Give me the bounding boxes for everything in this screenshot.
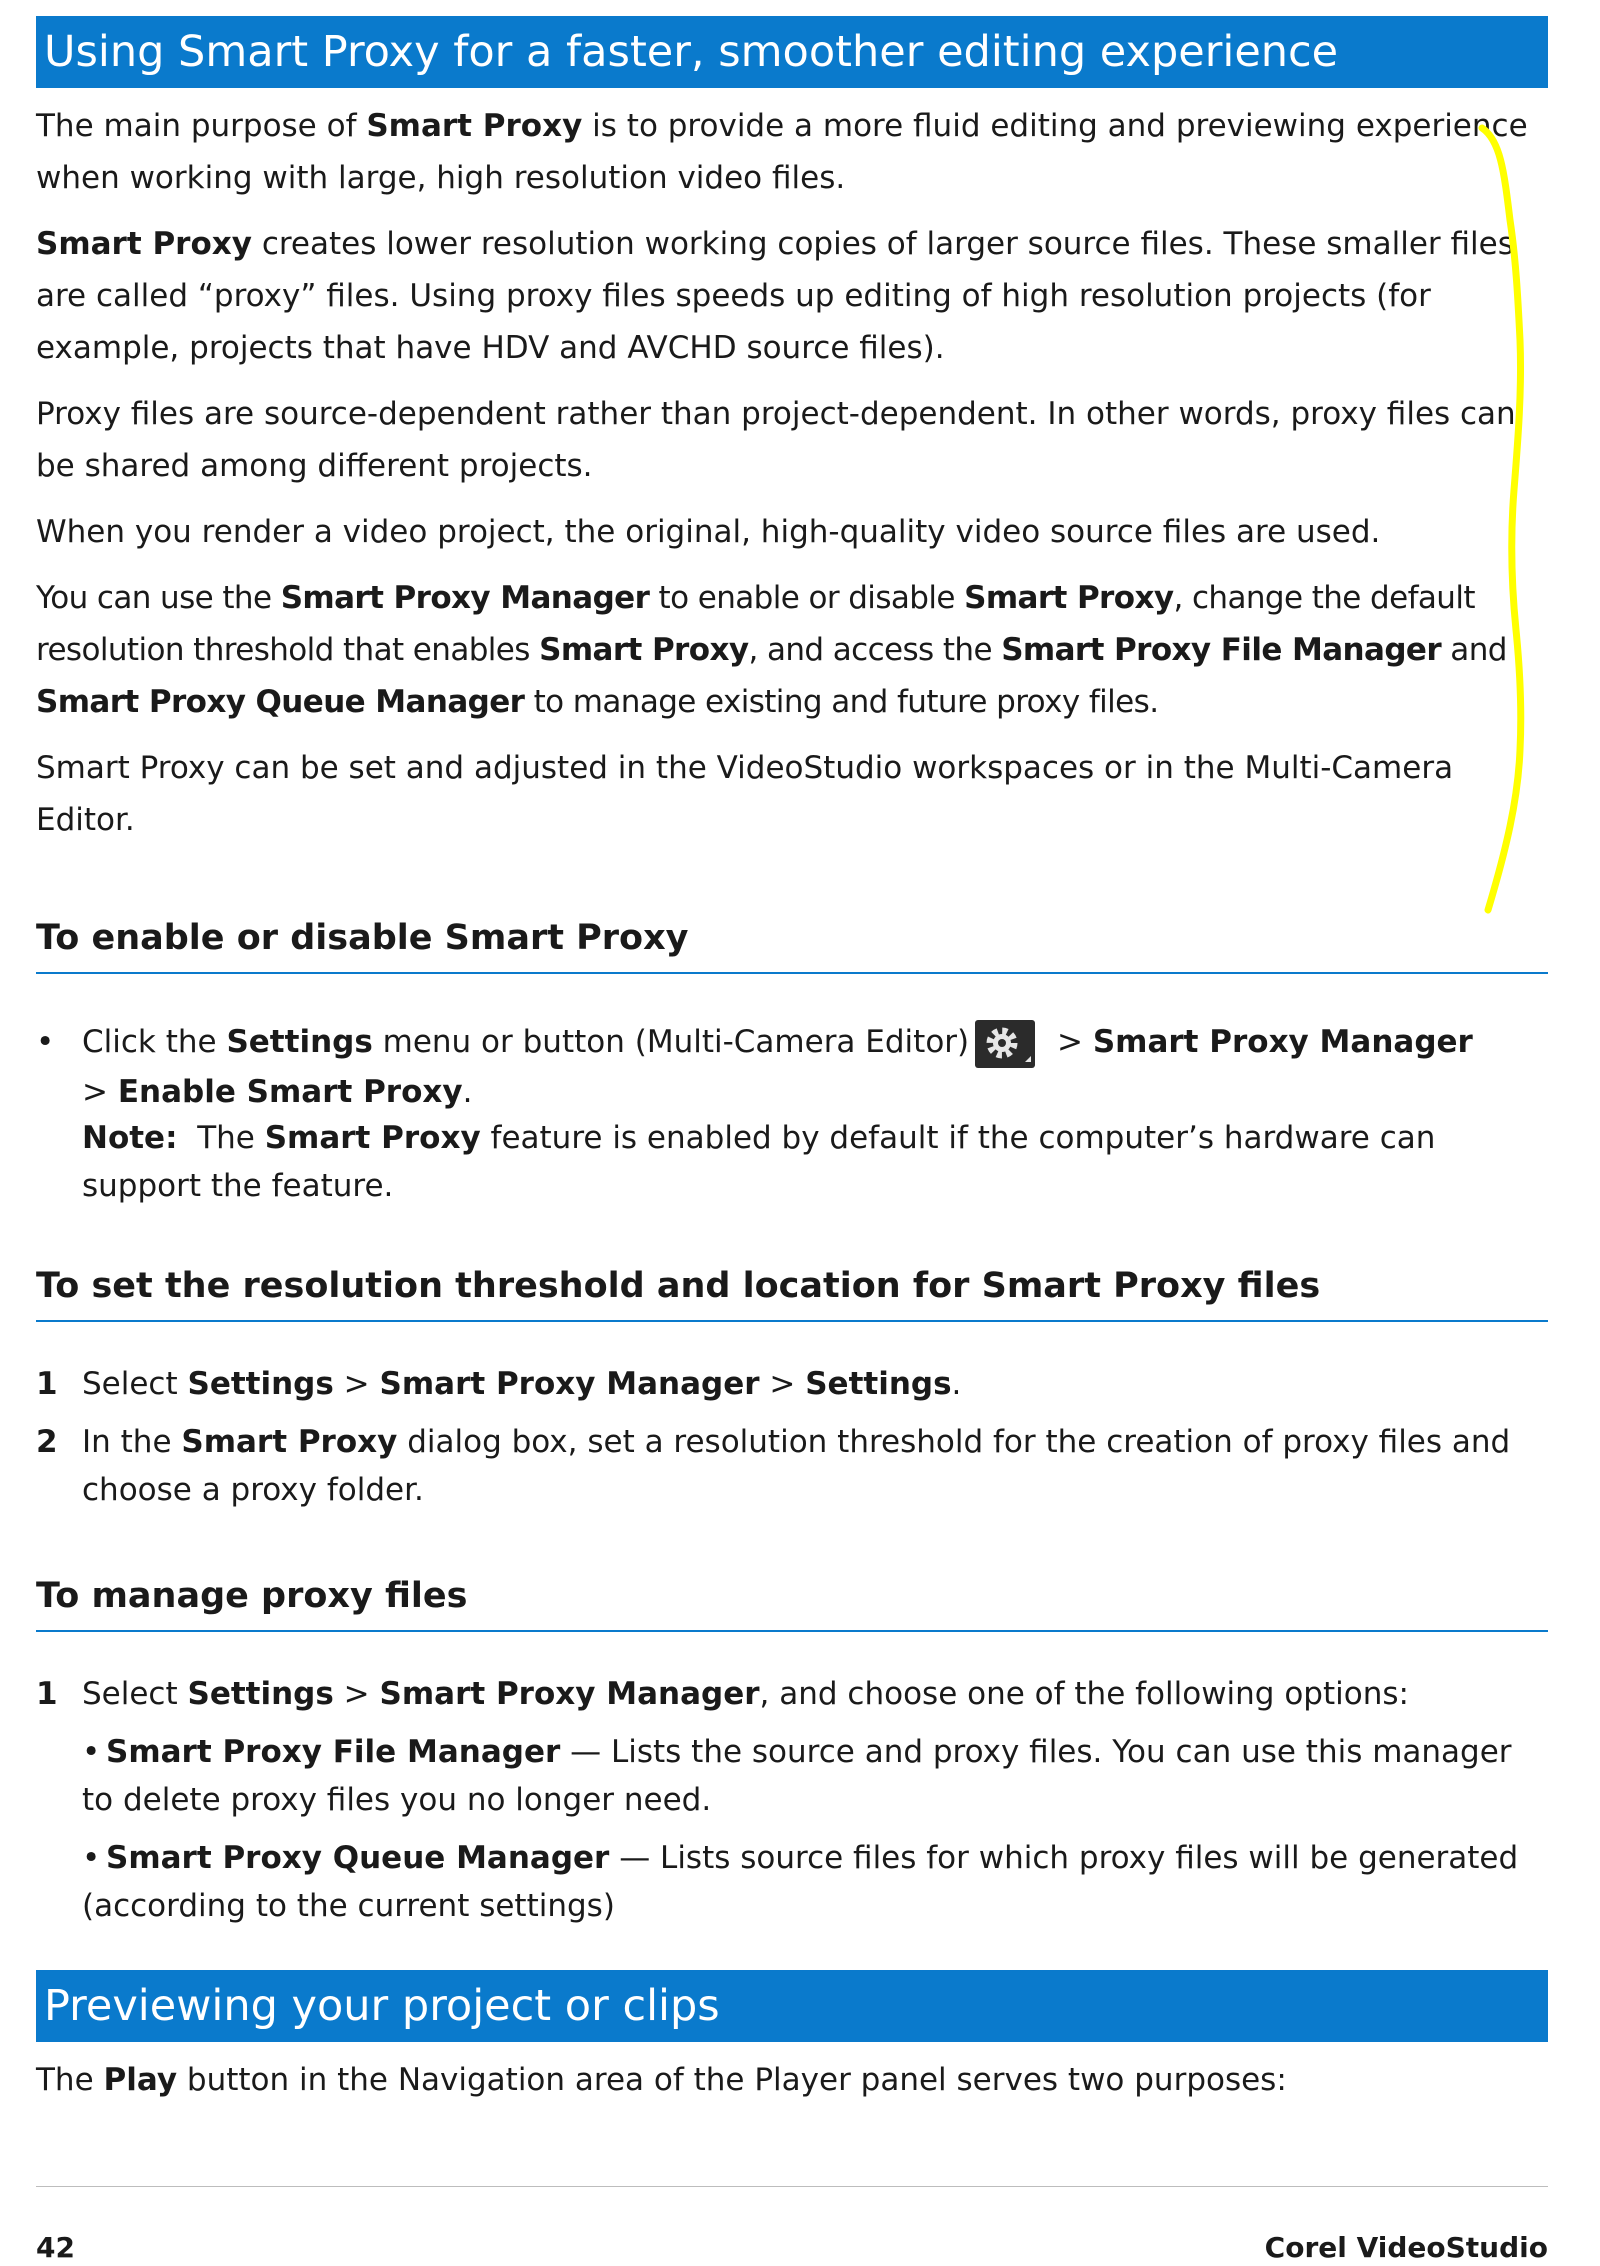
- heading-enable-disable: To enable or disable Smart Proxy: [36, 918, 689, 958]
- threshold-step-1: Select Settings > Smart Proxy Manager > Settings.: [82, 1366, 962, 1402]
- option-queue-manager: • Smart Proxy Queue Manager — Lists source files for which proxy files will be generated (according to the current settings): [82, 1840, 1519, 1924]
- option-file-manager: • Smart Proxy File Manager — Lists the source and proxy files. You can use this manager to delete proxy files you no longer need.: [82, 1734, 1512, 1818]
- workspaces-paragraph: Smart Proxy can be set and adjusted in the VideoStudio workspaces or in the Multi-Camera Editor.: [36, 750, 1454, 838]
- section-title-previewing: Previewing your project or clips: [36, 1970, 1548, 2042]
- bullet-marker: •: [36, 1024, 55, 1060]
- settings-gear-icon: [975, 1020, 1035, 1068]
- play-button-paragraph: The Play button in the Navigation area of the Player panel serves two purposes:: [36, 2062, 1287, 2098]
- threshold-step-2: In the Smart Proxy dialog box, set a resolution threshold for the creation of proxy files and choose a proxy folder.: [82, 1424, 1511, 1508]
- heading-underline: [36, 1630, 1548, 1632]
- proxy-description-paragraph: Smart Proxy creates lower resolution working copies of larger source files. These smaller files are called “proxy” files. Using proxy files speeds up editing of high resolution projects (for example, projects that have HDV and AVCHD source files).: [36, 226, 1514, 366]
- step-number: 1: [36, 1366, 58, 1402]
- highlight-bracket-markup: [1460, 110, 1550, 950]
- render-paragraph: When you render a video project, the original, high-quality video source files are used.: [36, 514, 1381, 550]
- heading-resolution-threshold: To set the resolution threshold and location for Smart Proxy files: [36, 1266, 1321, 1306]
- page-number: 42: [36, 2231, 75, 2264]
- heading-underline: [36, 972, 1548, 974]
- step-number: 1: [36, 1676, 58, 1712]
- footer-product-name: Corel VideoStudio: [1264, 2231, 1548, 2264]
- source-dependent-paragraph: Proxy files are source-dependent rather than project-dependent. In other words, proxy files can be shared among different projects.: [36, 396, 1516, 484]
- footer-divider: [36, 2186, 1548, 2187]
- section-title-smart-proxy: Using Smart Proxy for a faster, smoother editing experience: [36, 16, 1548, 88]
- manage-step-1: Select Settings > Smart Proxy Manager, and choose one of the following options:: [82, 1676, 1409, 1712]
- heading-manage-proxy-files: To manage proxy files: [36, 1576, 468, 1616]
- enable-step: Click the Settings menu or button (Multi-Camera Editor) > Smart Proxy Manager > Enable Smart Proxy.: [82, 1018, 1552, 1116]
- intro-paragraph: The main purpose of Smart Proxy is to provide a more fluid editing and previewing experience when working with large, high resolution video files.: [36, 108, 1528, 196]
- heading-underline: [36, 1320, 1548, 1322]
- manager-paragraph: You can use the Smart Proxy Manager to enable or disable Smart Proxy, change the default resolution threshold that enables Smart Proxy, and access the Smart Proxy File Manager and Smart Proxy Queue Manager to manage existing and future proxy files.: [36, 580, 1507, 720]
- step-number: 2: [36, 1424, 58, 1460]
- enable-note: Note: The Smart Proxy feature is enabled by default if the computer’s hardware can support the feature.: [82, 1120, 1436, 1204]
